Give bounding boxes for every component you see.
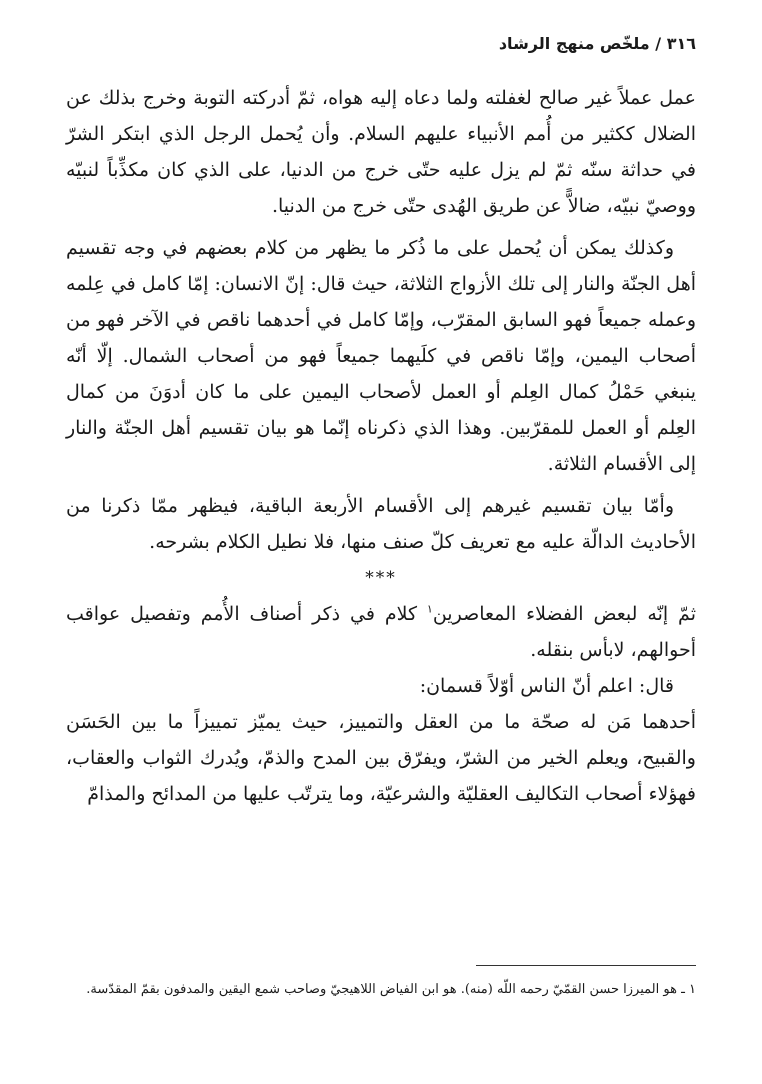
- paragraph-text: ثمّ إنّه لبعض الفضلاء المعاصرين: [432, 603, 696, 625]
- paragraph: وكذلك يمكن أن يُحمل على ما ذُكر ما يظهر من كلام بعضهم في وجه تقسيم أهل الجنّة والنار إلى تلك الأزواج الثلاثة، حيث قال: إنّ الانسان: إمّا كامل في عِلمه وعمله جميعاً فهو السابق المقرّب، وإمّا كامل في أحدهما ناقص في الآخر فهو من أصحاب اليمين، وإمّا ناقص في كلَيهما جميعاً فهو من أصحاب الشمال. إلّا أنّه ينبغي حَمْلُ كمال العِلم أو العمل لأصحاب اليمين على ما كان أدوَنَ من كمال العِلم أو العمل للمقرّبين. وهذا الذي ذكرناه إنّما هو بيان تقسيم أهل الجنّة والنار إلى الأقسام الثلاثة.: [66, 237, 696, 475]
- paragraph: وأمّا بيان تقسيم غيرهم إلى الأقسام الأربعة الباقية، فيظهر ممّا ذكرنا من الأحاديث الدالّة عليه مع تعريف كلّ صنف منها، فلا نطيل الكلام بشرحه.: [66, 495, 696, 553]
- paragraph: أحدهما مَن له صحّة ما من العقل والتمييز، حيث يميّز تمييزاً ما بين الحَسَن والقبيح، ويعلم الخير من الشرّ، ويفرّق بين المدح والذمّ، ويُدرك الثواب والعقاب، فهؤلاء أصحاب التكاليف العقليّة والشرعيّة، وما يترتّب عليها من المدائح والمذامّ: [66, 711, 696, 805]
- footnote-marker: ١: [426, 602, 433, 616]
- paragraph: قال: اعلم أنّ الناس أوّلاً قسمان:: [419, 675, 674, 697]
- footnote: ١ ـ هو الميرزا حسن القمّيّ رحمه اللّه (منه). هو ابن الفياض اللاهيجيّ وصاحب شمع اليقين والمدفون بقمّ المقدّسة.: [86, 982, 696, 997]
- paragraph-text: كلام في ذكر أصناف الأُمم وتفصيل عواقب أحوالهم، لابأس بنقله.: [66, 603, 696, 661]
- footnote-divider: [476, 965, 696, 966]
- paragraph: عمل عملاً غير صالح لغفلته ولما دعاه إليه هواه، ثمّ أدركته التوبة وخرج بذلك عن الضلال ككثير من أُمم الأنبياء عليهم السلام. وأن يُحمل الرجل الذي ابتكر الشرّ في حداثة سنّه ثمّ لم يزل عليه حتّى خرج من الدنيا، على الذي كان مكذِّباً لنبيّه ووصيّ نبيّه، ضالاًّ عن طريق الهُدى حتّى خرج من الدنيا.: [66, 87, 696, 217]
- paragraph: [66, 596, 696, 668]
- document-page: [66, 0, 696, 1084]
- section-separator: ***: [365, 568, 397, 588]
- main-text: [66, 80, 696, 812]
- running-header: ٣١٦ / ملخّص منهج الرشاد: [498, 34, 696, 53]
